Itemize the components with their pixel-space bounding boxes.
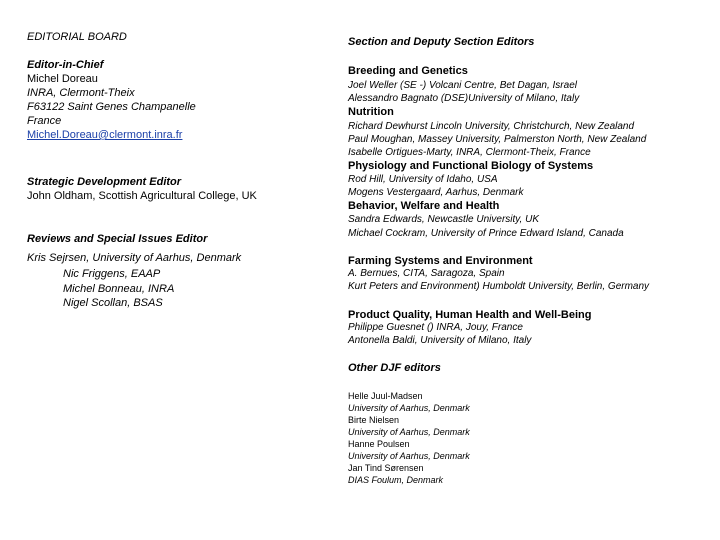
breeding-editor-2: Alessandro Bagnato (DSE)University of Milano, Italy [348,93,580,104]
nutrition-editor-3: Isabelle Ortigues-Marty, INRA, Clermont-Theix, France [348,147,591,158]
eic-name: Michel Doreau [27,73,98,85]
physiology-editor-2: Mogens Vestergaard, Aarhus, Denmark [348,187,524,198]
strategic-editor-title: Strategic Development Editor [27,176,182,188]
other-editor-2-affiliation: University of Aarhus, Denmark [348,427,470,437]
behavior-title: Behavior, Welfare and Health [348,200,500,212]
reviews-editor-2: Nic Friggens, EAAP [63,268,161,280]
other-editor-3-affiliation: University of Aarhus, Denmark [348,451,470,461]
eic-country: France [27,115,62,127]
reviews-editor-title: Reviews and Special Issues Editor [27,233,208,245]
nutrition-editor-2: Paul Moughan, Massey University, Palmerston North, New Zealand [348,134,647,145]
physiology-editor-1: Rod Hill, University of Idaho, USA [348,174,498,185]
farming-editor-2: Kurt Peters and Environment) Humboldt University, Berlin, Germany [348,281,650,292]
other-editor-4-affiliation: DIAS Foulum, Denmark [348,475,444,485]
product-editor-2: Antonella Baldi, University of Milano, Italy [348,335,532,346]
breeding-editor-1: Joel Weller (SE -) Volcani Centre, Bet Dagan, Israel [348,80,577,91]
reviews-editor-4: Nigel Scollan, BSAS [63,297,163,309]
eic-address: F63122 Saint Genes Champanelle [27,101,196,113]
physiology-title: Physiology and Functional Biology of Systems [348,160,594,172]
nutrition-title: Nutrition [348,106,394,118]
breeding-genetics-title: Breeding and Genetics [348,65,468,77]
other-editor-1: Helle Juul-Madsen [348,391,423,401]
product-quality-title: Product Quality, Human Health and Well-Being [348,309,592,321]
product-editor-1: Philippe Guesnet () INRA, Jouy, France [348,322,523,333]
other-editor-2: Birte Nielsen [348,415,400,425]
editor-in-chief-title: Editor-in-Chief [27,59,104,71]
farming-title: Farming Systems and Environment [348,255,533,267]
section-editors-heading: Section and Deputy Section Editors [348,36,535,48]
other-editor-3: Hanne Poulsen [348,439,410,449]
other-editors-title: Other DJF editors [348,362,441,374]
reviews-editor-3: Michel Bonneau, INRA [63,283,175,295]
reviews-editor-1: Kris Sejrsen, University of Aarhus, Denmark [27,252,242,264]
eic-affiliation: INRA, Clermont-Theix [27,87,135,99]
behavior-editor-2: Michael Cockram, University of Prince Edward Island, Canada [348,228,624,239]
eic-email-link[interactable]: Michel.Doreau@clermont.inra.fr [27,129,183,141]
other-editor-1-affiliation: University of Aarhus, Denmark [348,403,470,413]
behavior-editor-1: Sandra Edwards, Newcastle University, UK [348,214,539,225]
other-editor-4: Jan Tind Sørensen [348,463,424,473]
editorial-board-heading: EDITORIAL BOARD [27,31,127,43]
farming-editor-1: A. Bernues, CITA, Saragoza, Spain [348,268,505,279]
nutrition-editor-1: Richard Dewhurst Lincoln University, Christchurch, New Zealand [348,121,635,132]
strategic-editor-name: John Oldham, Scottish Agricultural College, UK [27,190,257,202]
